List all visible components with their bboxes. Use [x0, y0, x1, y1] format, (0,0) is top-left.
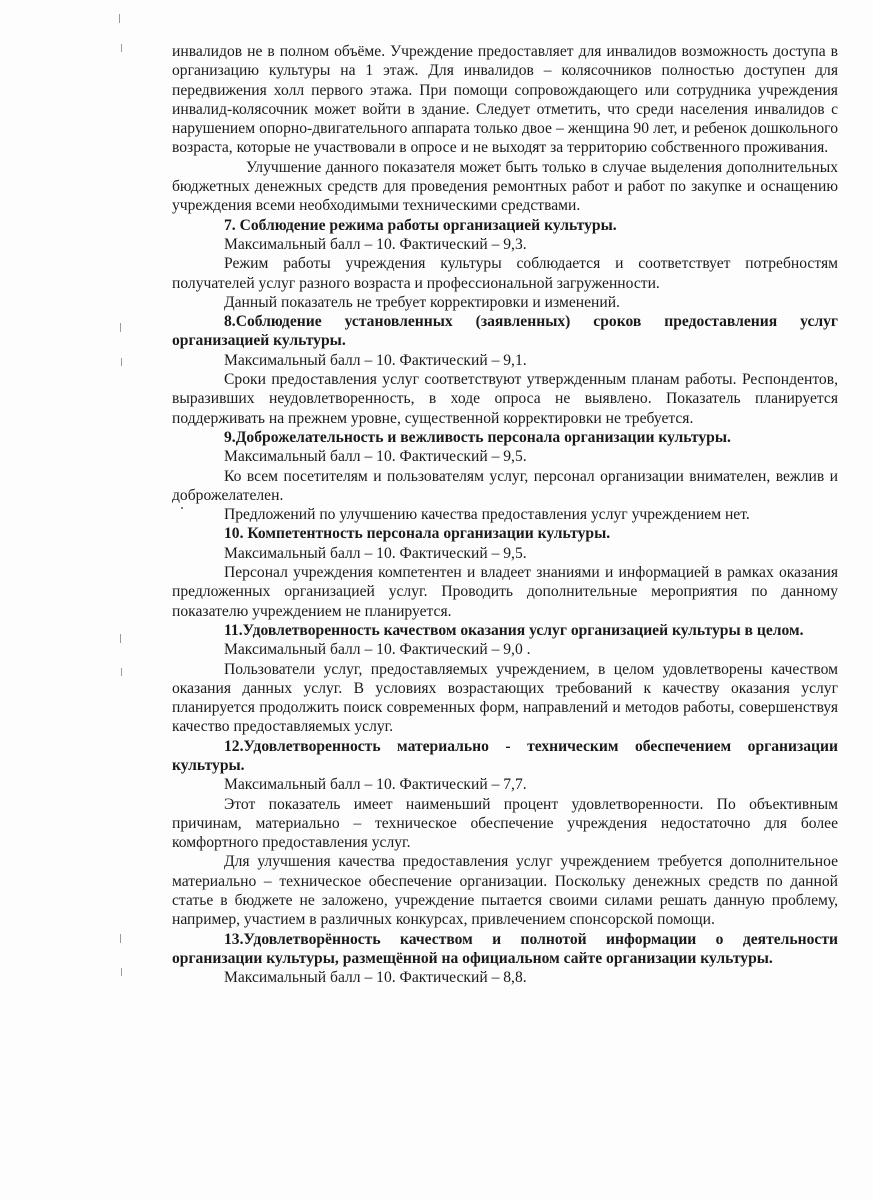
paragraph: Режим работы учреждения культуры соблюдается и соответствует потребностям получателей услуг разного возраста и профессиональной загруженности.	[172, 255, 838, 292]
score-line: Максимальный балл – 10. Фактический – 7,7.	[224, 776, 527, 794]
score-line: Максимальный балл – 10. Фактический – 9,0 .	[224, 641, 531, 659]
section-heading: 13.Удовлетворённость качеством и полнотой информации о деятельности организации культуры, размещённой на официальном сайте организации культуры.	[172, 930, 838, 967]
paragraph: Сроки предоставления услуг соответствуют утвержденным планам работы. Респондентов, выразивших неудовлетворенность, в ходе опроса не выявлено. Показатель планируется поддерживать на прежнем уровне, существенной корректировки не требуется.	[172, 371, 838, 427]
section-heading: 11.Удовлетворенность качеством оказания услуг организацией культуры в целом.	[224, 621, 804, 639]
paragraph: Персонал учреждения компетентен и владеет знаниями и информацией в рамках оказания предложенных организацией услуг. Проводить дополнительные мероприятия по данному показателю учреждением не планируется.	[172, 564, 838, 620]
margin-mark	[120, 323, 121, 332]
paragraph: Для улучшения качества предоставления услуг учреждением требуется дополнительное материально – техническое обеспечение организации. Поскольку денежных средств по данной статье в бюджете не заложено, учреждение пытается своими силами решать данную проблему, например, участием в различных конкурсах, привлечением спонсорской помощи.	[172, 853, 838, 929]
paragraph: Предложений по улучшению качества предоставления услуг учреждением нет.	[224, 506, 750, 524]
paragraph: Данный показатель не требует корректировки и изменений.	[224, 293, 620, 311]
margin-mark	[120, 934, 121, 943]
score-line: Максимальный балл – 10. Фактический – 9,5.	[224, 544, 527, 562]
paragraph: Ко всем посетителям и пользователям услуг, персонал организации внимателен, вежлив и доброжелателен.	[172, 467, 838, 504]
section-heading: 8.Соблюдение установленных (заявленных) сроков предоставления услуг организацией культуры.	[172, 313, 838, 350]
score-line: Максимальный балл – 10. Фактический – 9,1.	[224, 351, 527, 369]
document-body	[172, 42, 838, 988]
score-line: Максимальный балл – 10. Фактический – 9,5.	[224, 448, 527, 466]
margin-mark	[119, 14, 120, 23]
paragraph: инвалидов не в полном объёме. Учреждение предоставляет для инвалидов возможность доступа в организацию культуры на 1 этаж. Для инвалидов – колясочников полностью доступен для передвижения холл первого этажа. При помощи сопровождающего или сотрудника учреждения инвалид-колясочник может войти в здание. Следует отметить, что среди населения инвалидов с нарушением опорно-двигательного аппарата только двое – женщина 90 лет, и ребенок дошкольного возраста, которые не участвовали в опросе и не выходят за территорию собственного проживания.	[172, 43, 838, 157]
margin-mark	[121, 44, 122, 52]
score-line: Максимальный балл – 10. Фактический – 9,3.	[224, 235, 527, 253]
section-heading: 12.Удовлетворенность материально - техническим обеспечением организации культуры.	[172, 737, 838, 774]
paragraph: Этот показатель имеет наименьший процент удовлетворенности. По объективным причинам, материально – техническое обеспечение учреждения недостаточно для более комфортного предоставления услуг.	[172, 795, 838, 852]
margin-mark	[120, 634, 121, 643]
section-heading: 9.Доброжелательность и вежливость персонала организации культуры.	[224, 428, 731, 446]
margin-mark	[121, 358, 122, 366]
section-heading: 10. Компетентность персонала организации культуры.	[224, 525, 611, 543]
margin-mark	[121, 968, 122, 976]
section-heading: 7. Соблюдение режима работы организацией культуры.	[224, 216, 617, 234]
score-line: Максимальный балл – 10. Фактический – 8,8.	[224, 969, 527, 987]
paragraph: Пользователи услуг, предоставляемых учреждением, в целом удовлетворены качеством оказания данных услуг. В условиях возрастающих требований к качеству оказания услуг планируется продолжить поиск современных форм, направлений и методов работы, совершенствуя качество предоставляемых услуг.	[172, 660, 838, 736]
paragraph: Улучшение данного показателя может быть только в случае выделения дополнительных бюджетных денежных средств для проведения ремонтных работ и работ по закупке и оснащению учреждения всеми необходимыми техническими средствами.	[172, 158, 838, 215]
margin-mark	[121, 668, 122, 676]
